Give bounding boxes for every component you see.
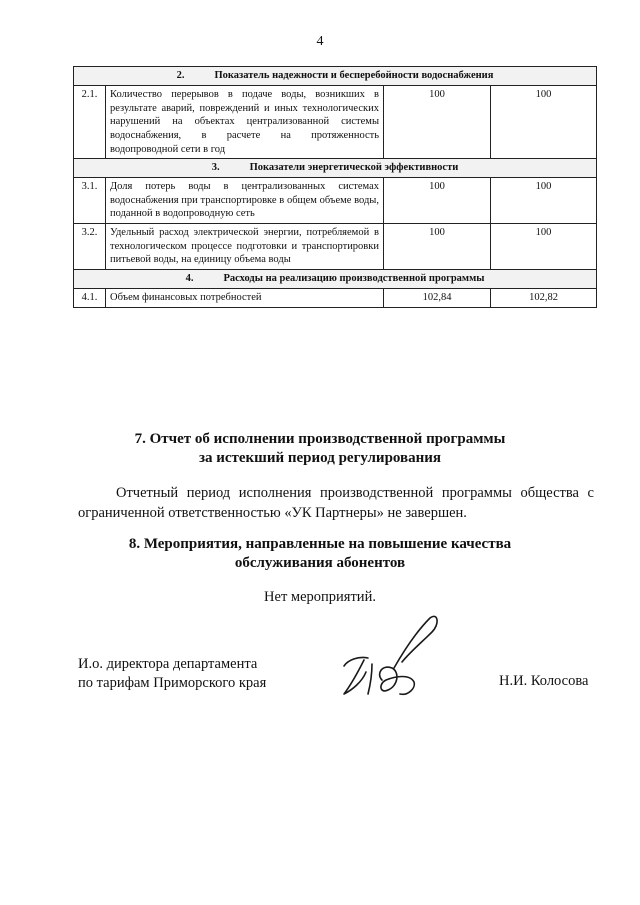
row-description: Удельный расход электрической энергии, потребляемой в технологическом процессе подготовки и транспортировки питьевой воды, на единицу объема воды (106, 224, 384, 270)
section8-heading-line2: обслуживания абонентов (234, 555, 406, 571)
row-number: 2.1. (74, 86, 106, 159)
section7-text: Отчетный период исполнения производственной программы общества с ограниченной ответственностью «УК Партнеры» не завершен. (78, 485, 594, 521)
section7-heading (0, 430, 640, 468)
section-header-row (74, 270, 597, 289)
indicators-table (73, 66, 597, 308)
row-value-1: 102,84 (384, 289, 491, 308)
section-header-row (74, 67, 597, 86)
page-number: 4 (316, 34, 324, 49)
section-number: 3. (211, 162, 220, 174)
row-value-1: 100 (384, 86, 491, 159)
signatory-title-line2: по тарифам Приморского края (78, 675, 267, 691)
section-header (74, 159, 597, 178)
row-value-2: 100 (491, 224, 597, 270)
row-number: 3.2. (74, 224, 106, 270)
signatory-title (78, 655, 266, 693)
table-row (74, 86, 597, 159)
signatory-title-line1: И.о. директора департамента (78, 656, 258, 672)
row-number: 4.1. (74, 289, 106, 308)
section7-heading-line1: 7. Отчет об исполнении производственной программы (134, 431, 506, 447)
section-number: 4. (185, 273, 194, 285)
section7-heading-line2: за истекший период регулирования (198, 450, 442, 466)
handwritten-signature (336, 610, 446, 710)
row-value-2: 100 (491, 86, 597, 159)
row-number: 3.1. (74, 178, 106, 224)
row-value-1: 100 (384, 224, 491, 270)
section-title: Показатель надежности и бесперебойности водоснабжения (214, 70, 494, 81)
section-header-row (74, 159, 597, 178)
row-description: Количество перерывов в подаче воды, возникших в результате аварий, повреждений и иных технологических нарушений на объектах централизованной системы водоснабжения, в расчете на протяженность водопроводной сети в год (106, 86, 384, 159)
row-value-2: 102,82 (491, 289, 597, 308)
row-description: Доля потерь воды в централизованных системах водоснабжения при транспортировке в общем объеме воды, поданной в водопроводную сеть (106, 178, 384, 224)
section8-heading (0, 535, 640, 573)
table-row (74, 178, 597, 224)
row-value-1: 100 (384, 178, 491, 224)
section8-heading-line1: 8. Мероприятия, направленные на повышение качества (128, 536, 512, 552)
table-row (74, 224, 597, 270)
section-title: Расходы на реализацию производственной программы (223, 273, 485, 285)
section-title: Показатели энергетической эффективности (249, 162, 459, 174)
section-number: 2. (176, 70, 185, 81)
row-description: Объем финансовых потребностей (106, 289, 384, 308)
signatory-name: Н.И. Колосова (499, 673, 589, 689)
section-header (74, 270, 597, 289)
row-value-2: 100 (491, 178, 597, 224)
table-row (74, 289, 597, 308)
section8-text: Нет мероприятий. (264, 589, 376, 605)
section-header (74, 67, 597, 86)
